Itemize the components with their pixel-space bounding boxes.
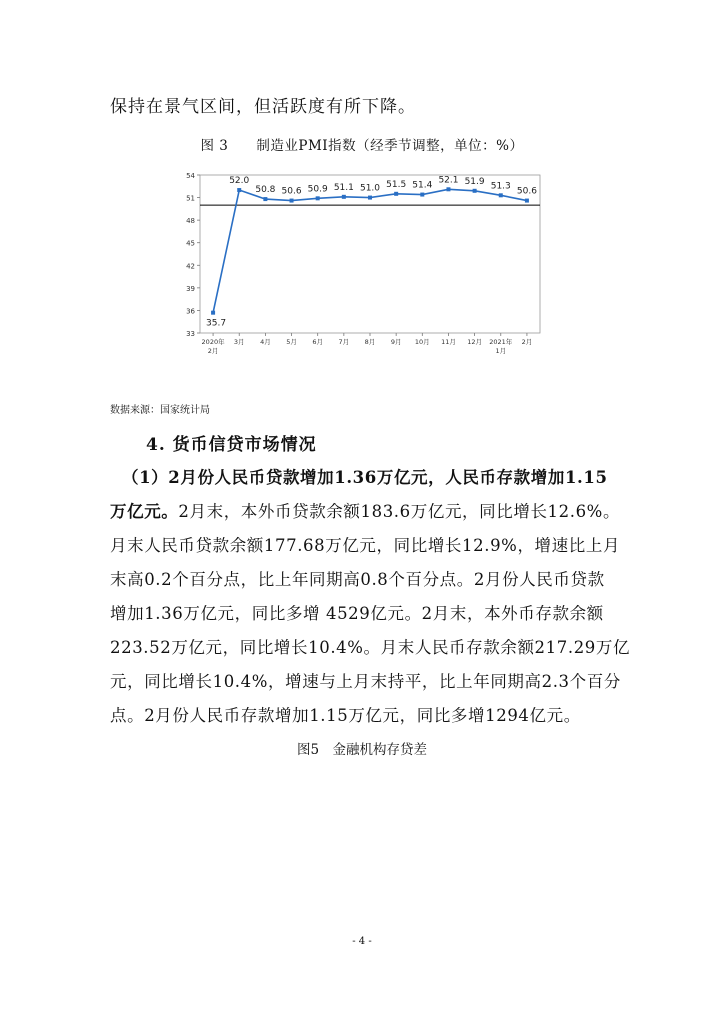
x-tick-label: 9月: [390, 338, 402, 346]
section-heading: 4. 货币信贷市场情况: [146, 435, 317, 455]
x-tick-label: 2月: [521, 338, 533, 346]
data-point: [473, 189, 477, 193]
para1-line8: 点。2月份人民币存款增加1.15万亿元，同比多增1294亿元。: [110, 706, 581, 725]
data-label: 51.1: [333, 182, 354, 193]
data-label: 50.6: [281, 186, 302, 197]
page-number: - 4 -: [352, 936, 372, 947]
para1-line4: 末高0.2个百分点，比上年同期高0.8个百分点。2月份人民币贷款: [110, 570, 605, 589]
x-tick-label: 12月: [467, 338, 483, 346]
data-label: 51.3: [490, 181, 511, 192]
data-point: [342, 195, 346, 199]
data-point: [263, 197, 267, 201]
data-label: 52.1: [438, 175, 459, 186]
para1-line3: 月末人民币贷款余额177.68万亿元，同比增长12.9%，增速比上月: [110, 536, 621, 555]
source-note: 数据来源：国家统计局: [110, 405, 210, 416]
data-point: [290, 199, 294, 203]
x-tick-label: 10月: [414, 338, 430, 346]
x-tick-label: 2月: [207, 347, 219, 355]
data-point: [525, 199, 529, 203]
data-point: [211, 311, 215, 315]
pmi-chart-svg: [180, 163, 545, 375]
data-label: 50.9: [307, 184, 328, 195]
data-label: 50.6: [516, 186, 537, 197]
x-tick-label: 2021年: [489, 338, 513, 346]
pmi-chart: [180, 163, 545, 375]
para1-line2-rest: 2月末，本外币贷款余额183.6万亿元，同比增长12.6%。: [178, 502, 621, 521]
x-tick-label: 1月: [495, 347, 507, 355]
data-point: [316, 196, 320, 200]
data-label: 51.9: [464, 176, 485, 187]
y-tick-label: 48: [186, 217, 195, 226]
y-tick-label: 45: [186, 239, 195, 248]
data-point: [394, 192, 398, 196]
data-point: [499, 193, 503, 197]
x-tick-label: 2020年: [201, 338, 225, 346]
data-label: 50.8: [255, 185, 276, 196]
y-tick-label: 36: [186, 307, 195, 316]
y-tick-label: 42: [186, 262, 195, 271]
x-tick-label: 5月: [286, 338, 297, 346]
y-tick-label: 33: [186, 330, 195, 338]
figure5-caption: 图5 金融机构存贷差: [296, 742, 428, 758]
data-label: 52.0: [229, 176, 250, 187]
data-label: 51.0: [359, 183, 381, 194]
para1-line2: [110, 498, 620, 522]
x-tick-label: 3月: [233, 338, 245, 346]
y-tick-label: 51: [186, 194, 195, 203]
para1-line1: （1）2月份人民币贷款增加1.36万亿元，人民币存款增加1.15: [122, 468, 608, 487]
figure3-caption: 图 3 制造业PMI指数（经季节调整，单位：%）: [200, 138, 524, 154]
x-tick-label: 7月: [338, 338, 350, 346]
data-label: 51.5: [386, 179, 407, 190]
data-point: [237, 188, 241, 192]
x-tick-label: 11月: [441, 338, 456, 346]
x-tick-label: 6月: [312, 338, 324, 346]
data-point: [420, 193, 424, 197]
data-label: 35.7: [206, 318, 227, 329]
x-tick-label: 8月: [364, 338, 376, 346]
x-tick-label: 4月: [260, 338, 271, 346]
para1-line7: 元，同比增长10.4%，增速与上月末持平，比上年同期高2.3个百分: [110, 672, 621, 691]
data-label: 51.4: [412, 180, 433, 191]
y-tick-label: 39: [186, 284, 195, 293]
para1-line6: 223.52万亿元，同比增长10.4%。月末人民币存款余额217.29万亿: [110, 638, 631, 657]
para1-line5: 增加1.36万亿元，同比多增 4529亿元。2月末，本外币存款余额: [110, 604, 604, 623]
y-tick-label: 54: [186, 172, 195, 180]
data-point: [368, 196, 372, 200]
data-point: [446, 187, 450, 191]
para1-line2-bold: 万亿元。: [110, 502, 179, 521]
intro-line: 保持在景气区间，但活跃度有所下降。: [110, 97, 416, 117]
